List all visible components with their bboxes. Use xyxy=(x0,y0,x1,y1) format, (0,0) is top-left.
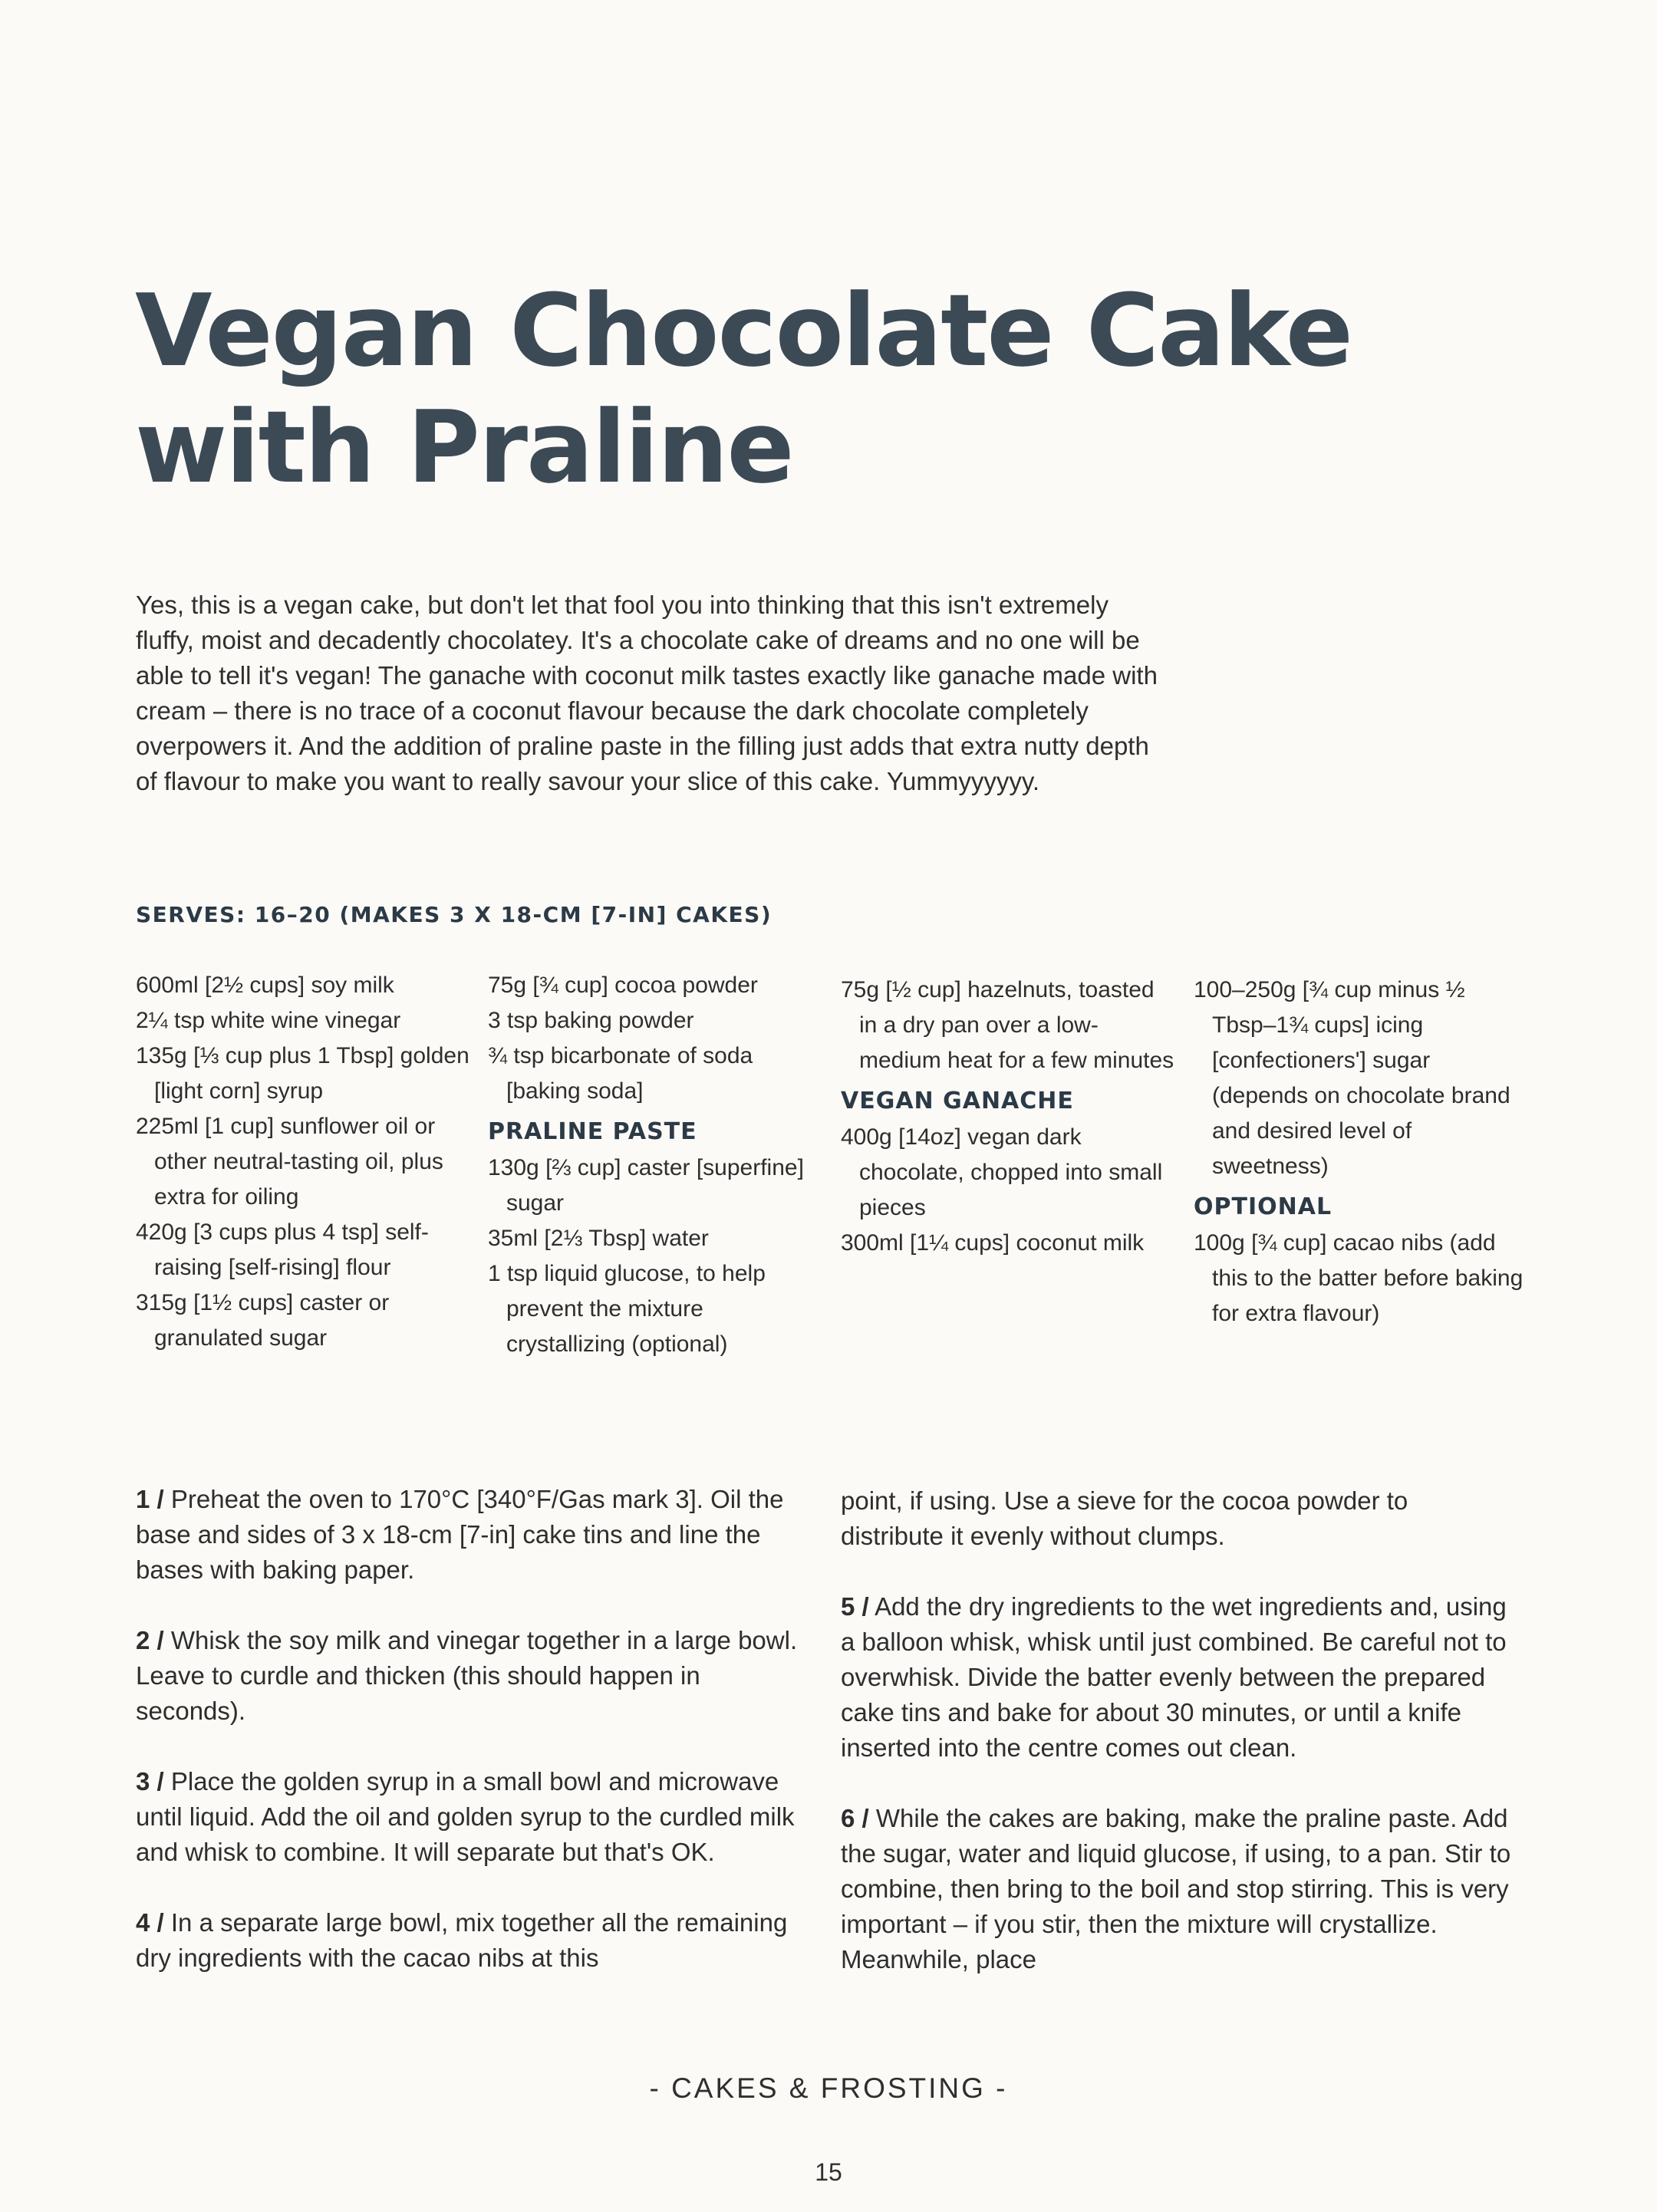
ingredient-item: 225ml [1 cup] sunflower oil or other neutral-tasting oil, plus extra for oiling xyxy=(136,1114,443,1210)
step-text: Add the dry ingredients to the wet ingredients and, using a balloon whisk, whisk until just combined. Be careful not to overwhisk. Divide the batter evenly between the prepared cake tins and bake for about 30 minutes, or until a knife inserted into the centre comes out clean. xyxy=(841,1592,1507,1762)
step-text: Place the golden syrup in a small bowl and microwave until liquid. Add the oil and golden syrup to the curdled milk and whisk to combine. It will separate but that's OK. xyxy=(136,1767,795,1866)
ingredient-item: 2¼ tsp white wine vinegar xyxy=(136,1008,401,1033)
serves-heading: SERVES: 16–20 (MAKES 3 X 18-CM [7-IN] CAKES) xyxy=(136,902,772,927)
ingredients-column-3 xyxy=(841,973,1178,1261)
intro-paragraph: Yes, this is a vegan cake, but don't let that fool you into thinking that this isn't extremely fluffy, moist and decadently chocolatey. It's a chocolate cake of dreams and no one will be able to tell it's vegan! The ganache with coconut milk tastes exactly like ganache made with cream – there is no trace of a coconut flavour because the dark chocolate completely overpowers it. And the addition of praline paste in the filling just adds that extra nutty depth of flavour to make you want to really savour your slice of this cake. Yummyyyyyy. xyxy=(136,591,1158,795)
ingredient-item: 1 tsp liquid glucose, to help prevent the mixture crystallizing (optional) xyxy=(488,1261,766,1357)
step-text: Preheat the oven to 170°C [340°F/Gas mark 3]. Oil the base and sides of 3 x 18-cm [7-in] cake tins and line the bases with baking paper. xyxy=(136,1485,784,1584)
title-line-1: Vegan Chocolate Cake xyxy=(135,272,1352,389)
ingredient-list xyxy=(1194,1226,1524,1331)
method-step xyxy=(136,1623,803,1729)
ingredient-item: 300ml [1¼ cups] coconut milk xyxy=(841,1230,1145,1256)
ingredient-list xyxy=(488,1150,825,1362)
method-step xyxy=(841,1589,1516,1766)
ganache-heading: VEGAN GANACHE xyxy=(841,1088,1074,1114)
method-step xyxy=(136,1905,803,1976)
ingredient-item: 400g [14oz] vegan dark chocolate, chopped into small pieces xyxy=(841,1124,1163,1220)
method-steps-left xyxy=(136,1482,803,1976)
ingredient-item: 135g [⅓ cup plus 1 Tbsp] golden [light corn] syrup xyxy=(136,1043,469,1104)
ingredient-list xyxy=(841,1120,1178,1261)
ingredient-item: 35ml [2⅓ Tbsp] water xyxy=(488,1226,709,1251)
ingredient-item: 130g [⅔ cup] caster [superfine] sugar xyxy=(488,1155,804,1216)
ingredient-item: 420g [3 cups plus 4 tsp] self-raising [self-rising] flour xyxy=(136,1220,429,1280)
ingredient-item: 100–250g [¾ cup minus ½ Tbsp–1¾ cups] icing [confectioners'] sugar (depends on chocolate brand and desired level of sweetness) xyxy=(1194,977,1510,1179)
ingredient-list xyxy=(1194,973,1524,1184)
section-footer: - CAKES & FROSTING - xyxy=(649,2072,1008,2104)
method-steps-right xyxy=(841,1483,1516,1977)
optional-heading: OPTIONAL xyxy=(1194,1193,1333,1220)
method-step xyxy=(136,1764,803,1870)
step-number: 2 / xyxy=(136,1626,164,1654)
ingredients-column-2 xyxy=(488,968,825,1362)
ingredient-item: ¾ tsp bicarbonate of soda [baking soda] xyxy=(488,1043,753,1104)
ingredient-item: 75g [½ cup] hazelnuts, toasted in a dry pan over a low-medium heat for a few minutes xyxy=(841,977,1174,1073)
page-title xyxy=(135,272,1439,505)
ingredients-column-1 xyxy=(136,968,473,1356)
ingredient-item: 100g [¾ cup] cacao nibs (add this to the batter before baking for extra flavour) xyxy=(1194,1230,1524,1326)
step-number: 6 / xyxy=(841,1804,869,1832)
ingredient-item: 75g [¾ cup] cocoa powder xyxy=(488,973,758,998)
step-number: 3 / xyxy=(136,1767,164,1796)
method-step xyxy=(841,1801,1516,1977)
step-text: In a separate large bowl, mix together all the remaining dry ingredients with the cacao nibs at this xyxy=(136,1908,788,1972)
praline-heading: PRALINE PASTE xyxy=(488,1118,697,1145)
step-number: 4 / xyxy=(136,1908,164,1937)
step-text: While the cakes are baking, make the praline paste. Add the sugar, water and liquid glucose, if using, to a pan. Stir to combine, then bring to the boil and stop stirring. This is very important – if you stir, then the mixture will crystallize. Meanwhile, place xyxy=(841,1804,1511,1973)
ingredient-item: 315g [1½ cups] caster or granulated sugar xyxy=(136,1290,390,1351)
ingredient-list xyxy=(136,968,473,1356)
step-number: 5 / xyxy=(841,1592,869,1621)
step-continuation: point, if using. Use a sieve for the cocoa powder to distribute it evenly without clumps. xyxy=(841,1486,1408,1550)
ingredient-item: 600ml [2½ cups] soy milk xyxy=(136,973,394,998)
title-line-2: with Praline xyxy=(135,389,793,505)
step-number: 1 / xyxy=(136,1485,164,1513)
ingredients-column-4 xyxy=(1194,973,1524,1331)
ingredient-list xyxy=(488,968,825,1109)
ingredient-item: 3 tsp baking powder xyxy=(488,1008,694,1033)
method-step xyxy=(136,1482,803,1588)
page-number: 15 xyxy=(815,2158,842,2186)
ingredient-list xyxy=(841,973,1178,1078)
step-text: Whisk the soy milk and vinegar together in a large bowl. Leave to curdle and thicken (this should happen in seconds). xyxy=(136,1626,798,1725)
